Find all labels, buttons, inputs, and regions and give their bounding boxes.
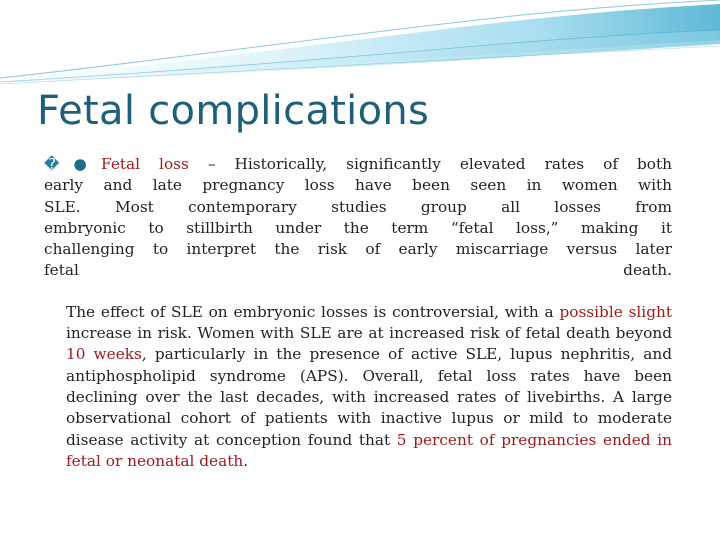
bullet-paragraph	[44, 154, 672, 282]
bullet-text-line: – Historically, significantly elevated rates of both	[207, 155, 672, 173]
para2-text: The effect of SLE on embryonic losses is controversial, with a	[66, 302, 560, 321]
para2-text: increase in risk. Women with SLE are at increased risk of fetal death beyond	[66, 324, 672, 343]
bullet-marker-icon: �	[44, 155, 60, 173]
para2-highlight-weeks: 10 weeks	[66, 345, 142, 364]
bullet-text-line: early and late pregnancy loss have been seen in women with	[44, 176, 672, 195]
bullet-line-1	[44, 154, 672, 175]
body-paragraph-2	[44, 302, 672, 472]
para2-highlight-slight: possible slight	[559, 302, 672, 321]
bullet-text-line: challenging to interpret the risk of early miscarriage versus later	[44, 240, 672, 259]
bullet-last-word-left: fetal	[44, 261, 79, 280]
slide-title: Fetal complications	[37, 88, 430, 134]
para2-text: , particularly in the presence of active SLE, lupus nephritis, and antiphospholipid syndrome (APS). Overall, fetal loss rates have been declining over the last decades, with increased rates of livebirths. A large observational cohort of patients with inactive lupus or mild to moderate disease activity at conception found that	[66, 345, 672, 449]
bullet-text-line: embryonic to stillbirth under the term “fetal loss,” making it	[44, 218, 672, 237]
slide-body	[44, 154, 672, 472]
header-wave-decoration	[0, 0, 720, 90]
para2-highlight-percent: 5 percent of pregnancies ended in fetal or neonatal death	[66, 430, 672, 470]
bullet-text-line: SLE. Most contemporary studies group all losses from	[44, 197, 672, 216]
bullet-term: Fetal loss	[101, 155, 189, 173]
bullet-last-word-right: death.	[623, 261, 672, 280]
bullet-last-line	[44, 260, 672, 281]
para2-text: .	[243, 451, 249, 470]
bullet-dot-icon: ●	[59, 155, 102, 173]
